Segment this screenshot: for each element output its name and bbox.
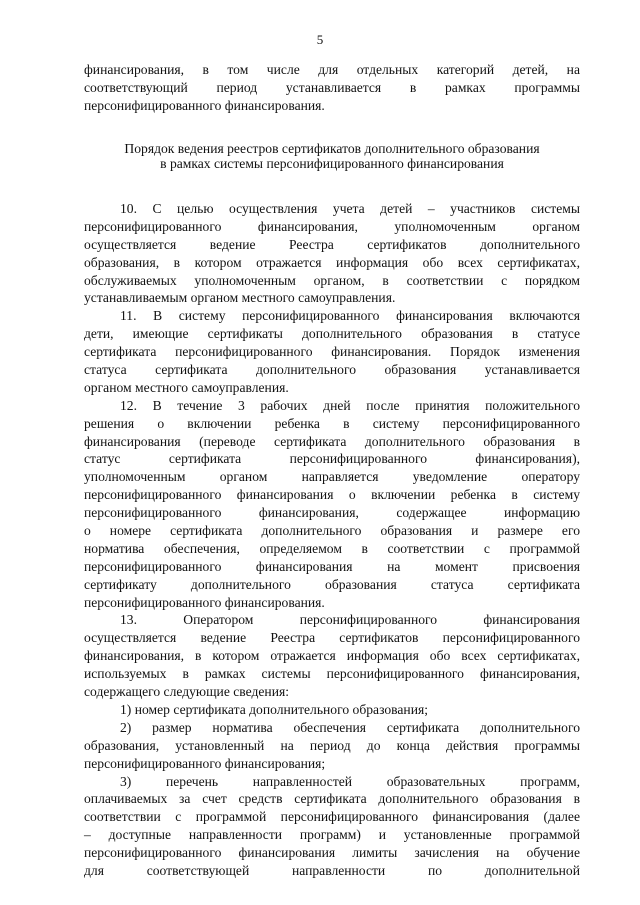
text-line: сертификату дополнительного образования статуса сертификата <box>84 576 580 592</box>
text-line: о номере сертификата дополнительного образования и размере его <box>84 523 580 539</box>
text-line: 10. С целью осуществления учета детей – участников системы <box>120 201 580 216</box>
list-item-1 <box>84 701 580 719</box>
text-line: персонифицированного финансирования, содержащее информацию <box>84 505 580 521</box>
text-line: используемых в рамках системы персонифицированного финансирования, <box>84 666 580 682</box>
paragraph-13 <box>84 611 580 700</box>
text-line: дети, имеющие сертификаты дополнительного образования в статусе <box>84 326 580 342</box>
paragraph-10 <box>84 200 580 307</box>
text-line: устанавливаемым органом местного самоуправления. <box>84 290 396 306</box>
heading-line: Порядок ведения реестров сертификатов дополнительного образования <box>124 141 540 156</box>
text-line: осуществляется ведение Реестра сертификатов персонифицированного <box>84 630 580 646</box>
text-line: 3) перечень направленностей образовательных программ, <box>120 773 580 789</box>
text-line: образования, установленный на период до конца действия программы <box>84 737 580 753</box>
heading-line: в рамках системы персонифицированного финансирования <box>160 156 504 171</box>
text-line: персонифицированного финансирования. <box>84 594 325 610</box>
text-line: финансирования, в том числе для отдельных категорий детей, на <box>84 62 580 77</box>
text-line: сертификата персонифицированного финансирования. Порядок изменения <box>84 344 580 360</box>
text-line: 1) номер сертификата дополнительного образования; <box>120 701 429 717</box>
text-line: персонифицированного финансирования на момент присвоения <box>84 558 580 574</box>
text-line: персонифицированного финансирования. <box>84 97 325 113</box>
text-line: – доступные направленности программ) и установленные программой <box>84 827 580 843</box>
text-line: уполномоченным органом направляется уведомление оператору <box>84 469 580 485</box>
text-line: статуса сертификата дополнительного образования устанавливается <box>84 362 580 378</box>
text-line: финансирования (переводе сертификата дополнительного образования в <box>84 433 580 449</box>
page-number: 5 <box>316 32 324 47</box>
main-body <box>84 200 580 880</box>
section-heading <box>84 141 580 171</box>
intro-paragraph <box>84 61 580 115</box>
text-line: персонифицированного финансирования о включении ребенка в систему <box>84 487 580 503</box>
list-item-3 <box>84 773 580 880</box>
text-line: 11. В систему персонифицированного финансирования включаются <box>120 308 580 324</box>
text-line: соответствии с программой персонифицированного финансирования (далее <box>84 809 580 825</box>
text-line: 2) размер норматива обеспечения сертификата дополнительного <box>120 719 580 735</box>
text-line: 12. В течение 3 рабочих дней после принятия положительного <box>120 397 580 413</box>
text-line: органом местного самоуправления. <box>84 379 289 395</box>
text-line: обслуживаемых уполномоченным органом, в соответствии с порядком <box>84 272 580 288</box>
text-line: персонифицированного финансирования лимиты зачисления на обучение <box>84 845 580 861</box>
text-line: персонифицированного финансирования, уполномоченным органом <box>84 218 580 234</box>
text-line: осуществляется ведение Реестра сертификатов дополнительного <box>84 236 580 252</box>
text-line: соответствующий период устанавливается в рамках программы <box>84 79 580 95</box>
paragraph-11 <box>84 307 580 396</box>
text-line: решения о включении ребенка в систему персонифицированного <box>84 415 580 431</box>
list-item-2 <box>84 719 580 773</box>
text-line: для соответствующей направленности по дополнительной <box>84 862 580 878</box>
text-line: содержащего следующие сведения: <box>84 684 290 700</box>
paragraph-12 <box>84 397 580 612</box>
text-line: персонифицированного финансирования; <box>84 755 326 771</box>
text-line: образования, в котором отражается информация обо всех сертификатах, <box>84 254 580 270</box>
text-line: оплачиваемых за счет средств сертификата дополнительного образования в <box>84 791 580 807</box>
text-line: норматива обеспечения, определяемом в соответствии с программой <box>84 540 580 556</box>
text-line: 13. Оператором персонифицированного финансирования <box>120 612 580 628</box>
text-line: статус сертификата персонифицированного финансирования), <box>84 451 580 467</box>
text-line: финансирования, в котором отражается информация обо всех сертификатах, <box>84 648 580 664</box>
